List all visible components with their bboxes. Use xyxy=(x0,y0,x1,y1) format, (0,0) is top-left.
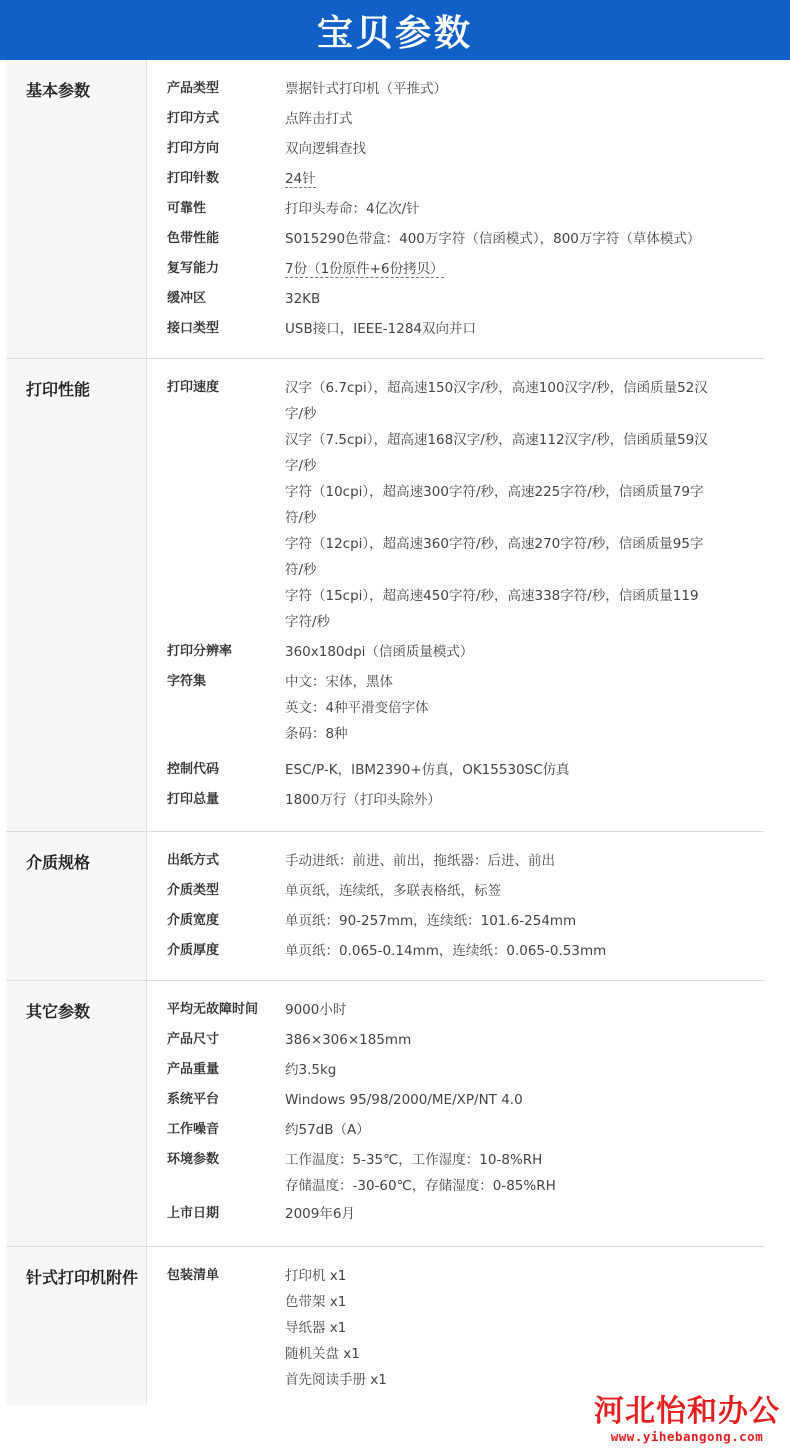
spec-value-line: 单页纸：0.065-0.14mm，连续纸：0.065-0.53mm xyxy=(285,943,607,959)
spec-value-line: 汉字（6.7cpi），超高速150汉字/秒，高速100汉字/秒，信函质量52汉 xyxy=(285,380,708,396)
spec-value-line: 单页纸：90-257mm，连续纸：101.6-254mm xyxy=(285,913,577,929)
spec-value-line: 字符（12cpi），超高速360字符/秒，高速270字符/秒，信函质量95字 xyxy=(285,536,704,552)
spec-key: 系统平台 xyxy=(167,1092,220,1107)
spec-key: 介质类型 xyxy=(167,883,220,898)
spec-value xyxy=(285,1115,764,1145)
spec-value xyxy=(285,74,764,104)
spec-key: 打印方向 xyxy=(167,141,220,156)
spec-row xyxy=(147,906,764,936)
section-label: 其它参数 xyxy=(6,981,147,1246)
spec-value-line: 存储温度：-30-60℃，存储湿度：0-85%RH xyxy=(285,1178,556,1194)
spec-row xyxy=(147,254,764,284)
spec-key: 字符集 xyxy=(167,674,207,689)
spec-key: 打印总量 xyxy=(167,792,220,807)
section-label: 基本参数 xyxy=(6,60,147,358)
spec-key: 打印分辨率 xyxy=(167,644,233,659)
spec-value xyxy=(285,876,764,906)
spec-key: 产品重量 xyxy=(167,1062,220,1077)
spec-value-line: 英文：4种平滑变倍字体 xyxy=(285,700,429,716)
spec-value xyxy=(285,906,764,936)
section-performance xyxy=(6,359,764,832)
spec-key: 介质厚度 xyxy=(167,943,220,958)
spec-row xyxy=(147,1025,764,1055)
spec-row xyxy=(147,373,764,635)
section-label: 打印性能 xyxy=(6,359,147,831)
spec-value xyxy=(285,755,764,785)
spec-value xyxy=(285,224,764,254)
spec-value xyxy=(285,104,764,134)
spec-row xyxy=(147,995,764,1025)
spec-value xyxy=(285,1145,764,1199)
spec-key: 产品尺寸 xyxy=(167,1032,220,1047)
spec-key: 控制代码 xyxy=(167,762,220,777)
spec-key: 复写能力 xyxy=(167,261,220,276)
spec-value-line: 符/秒 xyxy=(285,562,317,578)
spec-key: 打印方式 xyxy=(167,111,220,126)
section-basic xyxy=(6,60,764,359)
spec-key: 打印速度 xyxy=(167,380,220,395)
spec-value-line: 打印机 x1 xyxy=(285,1268,347,1284)
spec-value-line: 约57dB（A） xyxy=(285,1122,370,1138)
spec-value-line: 9000小时 xyxy=(285,1002,347,1018)
spec-value-line: 2009年6月 xyxy=(285,1206,355,1222)
spec-value xyxy=(285,314,764,344)
spec-row xyxy=(147,134,764,164)
spec-value-line: ESC/P-K，IBM2390+仿真，OK15530SC仿真 xyxy=(285,762,570,778)
spec-row xyxy=(147,1115,764,1145)
spec-row xyxy=(147,637,764,667)
spec-value-line: 360x180dpi（信函质量模式） xyxy=(285,644,474,660)
spec-row xyxy=(147,74,764,104)
spec-row xyxy=(147,785,764,815)
spec-row xyxy=(147,667,764,747)
header-banner xyxy=(0,0,790,60)
spec-row xyxy=(147,936,764,966)
spec-value xyxy=(285,1025,764,1055)
spec-value-line: 双向逻辑查找 xyxy=(285,141,366,157)
spec-key: 色带性能 xyxy=(167,231,220,246)
spec-value-line: 中文：宋体，黑体 xyxy=(285,674,393,690)
spec-value xyxy=(285,785,764,815)
spec-value xyxy=(285,164,764,194)
spec-value xyxy=(285,134,764,164)
spec-row xyxy=(147,846,764,876)
spec-row xyxy=(147,1199,764,1229)
section-body xyxy=(147,359,764,831)
watermark-url: www.yihebangong.com xyxy=(610,1429,764,1444)
spec-value-line: Windows 95/98/2000/ME/XP/NT 4.0 xyxy=(285,1092,523,1108)
spec-row xyxy=(147,1145,764,1199)
spec-key: 介质宽度 xyxy=(167,913,220,928)
spec-value-line: 字/秒 xyxy=(285,458,317,474)
spec-row xyxy=(147,284,764,314)
spec-key: 打印针数 xyxy=(167,171,220,186)
spec-row xyxy=(147,1261,764,1393)
section-label: 介质规格 xyxy=(6,832,147,980)
spec-value-line: 字符/秒 xyxy=(285,614,331,630)
spec-key: 缓冲区 xyxy=(167,291,207,306)
spec-value-line: 随机关盘 x1 xyxy=(285,1346,360,1362)
spec-value-line: 工作温度：5-35℃，工作湿度：10-8%RH xyxy=(285,1152,543,1168)
spec-key: 上市日期 xyxy=(167,1206,220,1221)
spec-value-line: 字符（10cpi），超高速300字符/秒，高速225字符/秒，信函质量79字 xyxy=(285,484,704,500)
spec-row xyxy=(147,164,764,194)
spec-value-line: 386×306×185mm xyxy=(285,1032,412,1048)
spec-row xyxy=(147,224,764,254)
spec-value-line: 约3.5kg xyxy=(285,1062,337,1078)
spec-value xyxy=(285,1261,764,1393)
spec-value-line: 票据针式打印机（平推式） xyxy=(285,81,447,97)
spec-value-line: S015290色带盒：400万字符（信函模式），800万字符（草体模式） xyxy=(285,231,701,247)
spec-value xyxy=(285,936,764,966)
spec-table xyxy=(6,60,764,1405)
spec-value xyxy=(285,667,764,747)
spec-value-line: 单页纸，连续纸，多联表格纸，标签 xyxy=(285,883,501,899)
spec-value-line: 1800万行（打印头除外） xyxy=(285,792,441,808)
spec-value-line: 字/秒 xyxy=(285,406,317,422)
spec-value-line: 32KB xyxy=(285,291,321,307)
spec-value-line: 首先阅读手册 x1 xyxy=(285,1372,387,1388)
spec-row xyxy=(147,1055,764,1085)
section-accessories xyxy=(6,1247,764,1405)
spec-value-line: 条码：8种 xyxy=(285,726,348,742)
spec-value-line: 导纸器 x1 xyxy=(285,1320,347,1336)
spec-value xyxy=(285,284,764,314)
spec-value xyxy=(285,373,764,635)
watermark-logo xyxy=(594,1394,780,1444)
spec-value xyxy=(285,194,764,224)
spec-row xyxy=(147,1085,764,1115)
spec-key: 出纸方式 xyxy=(167,853,220,868)
spec-value-line: 手动进纸：前进、前出，拖纸器：后进、前出 xyxy=(285,853,555,869)
spec-value xyxy=(285,1199,764,1229)
section-body xyxy=(147,60,764,358)
section-body xyxy=(147,981,764,1246)
spec-key: 平均无故障时间 xyxy=(167,1002,259,1017)
section-label: 针式打印机附件 xyxy=(6,1247,147,1405)
spec-value-line: 点阵击打式 xyxy=(285,111,353,127)
spec-value xyxy=(285,995,764,1025)
spec-key: 可靠性 xyxy=(167,201,207,216)
spec-row xyxy=(147,104,764,134)
spec-row xyxy=(147,194,764,224)
spec-value xyxy=(285,846,764,876)
spec-row xyxy=(147,876,764,906)
spec-value xyxy=(285,1055,764,1085)
spec-value xyxy=(285,254,764,284)
spec-value-line: 符/秒 xyxy=(285,510,317,526)
section-body xyxy=(147,1247,764,1405)
spec-value-line: 打印头寿命：4亿次/针 xyxy=(285,201,420,217)
spec-key: 接口类型 xyxy=(167,321,220,336)
spec-key: 包装清单 xyxy=(167,1268,220,1283)
spec-value-line: 7份（1份原件+6份拷贝） xyxy=(285,261,444,277)
spec-row xyxy=(147,314,764,344)
spec-value xyxy=(285,637,764,667)
spec-row xyxy=(147,755,764,785)
section-body xyxy=(147,832,764,980)
spec-value-line: USB接口，IEEE-1284双向并口 xyxy=(285,321,477,337)
spec-value-line: 字符（15cpi），超高速450字符/秒，高速338字符/秒，信函质量119 xyxy=(285,588,699,604)
spec-key: 环境参数 xyxy=(167,1152,220,1167)
section-media xyxy=(6,832,764,981)
section-other xyxy=(6,981,764,1247)
page-title: 宝贝参数 xyxy=(316,12,473,54)
spec-key: 工作噪音 xyxy=(167,1122,220,1137)
spec-value-line: 汉字（7.5cpi），超高速168汉字/秒，高速112汉字/秒，信函质量59汉 xyxy=(285,432,708,448)
spec-value-line: 24针 xyxy=(285,171,316,187)
watermark-name: 河北怡和办公 xyxy=(594,1394,780,1429)
spec-value-line: 色带架 x1 xyxy=(285,1294,347,1310)
spec-key: 产品类型 xyxy=(167,81,220,96)
spec-value xyxy=(285,1085,764,1115)
